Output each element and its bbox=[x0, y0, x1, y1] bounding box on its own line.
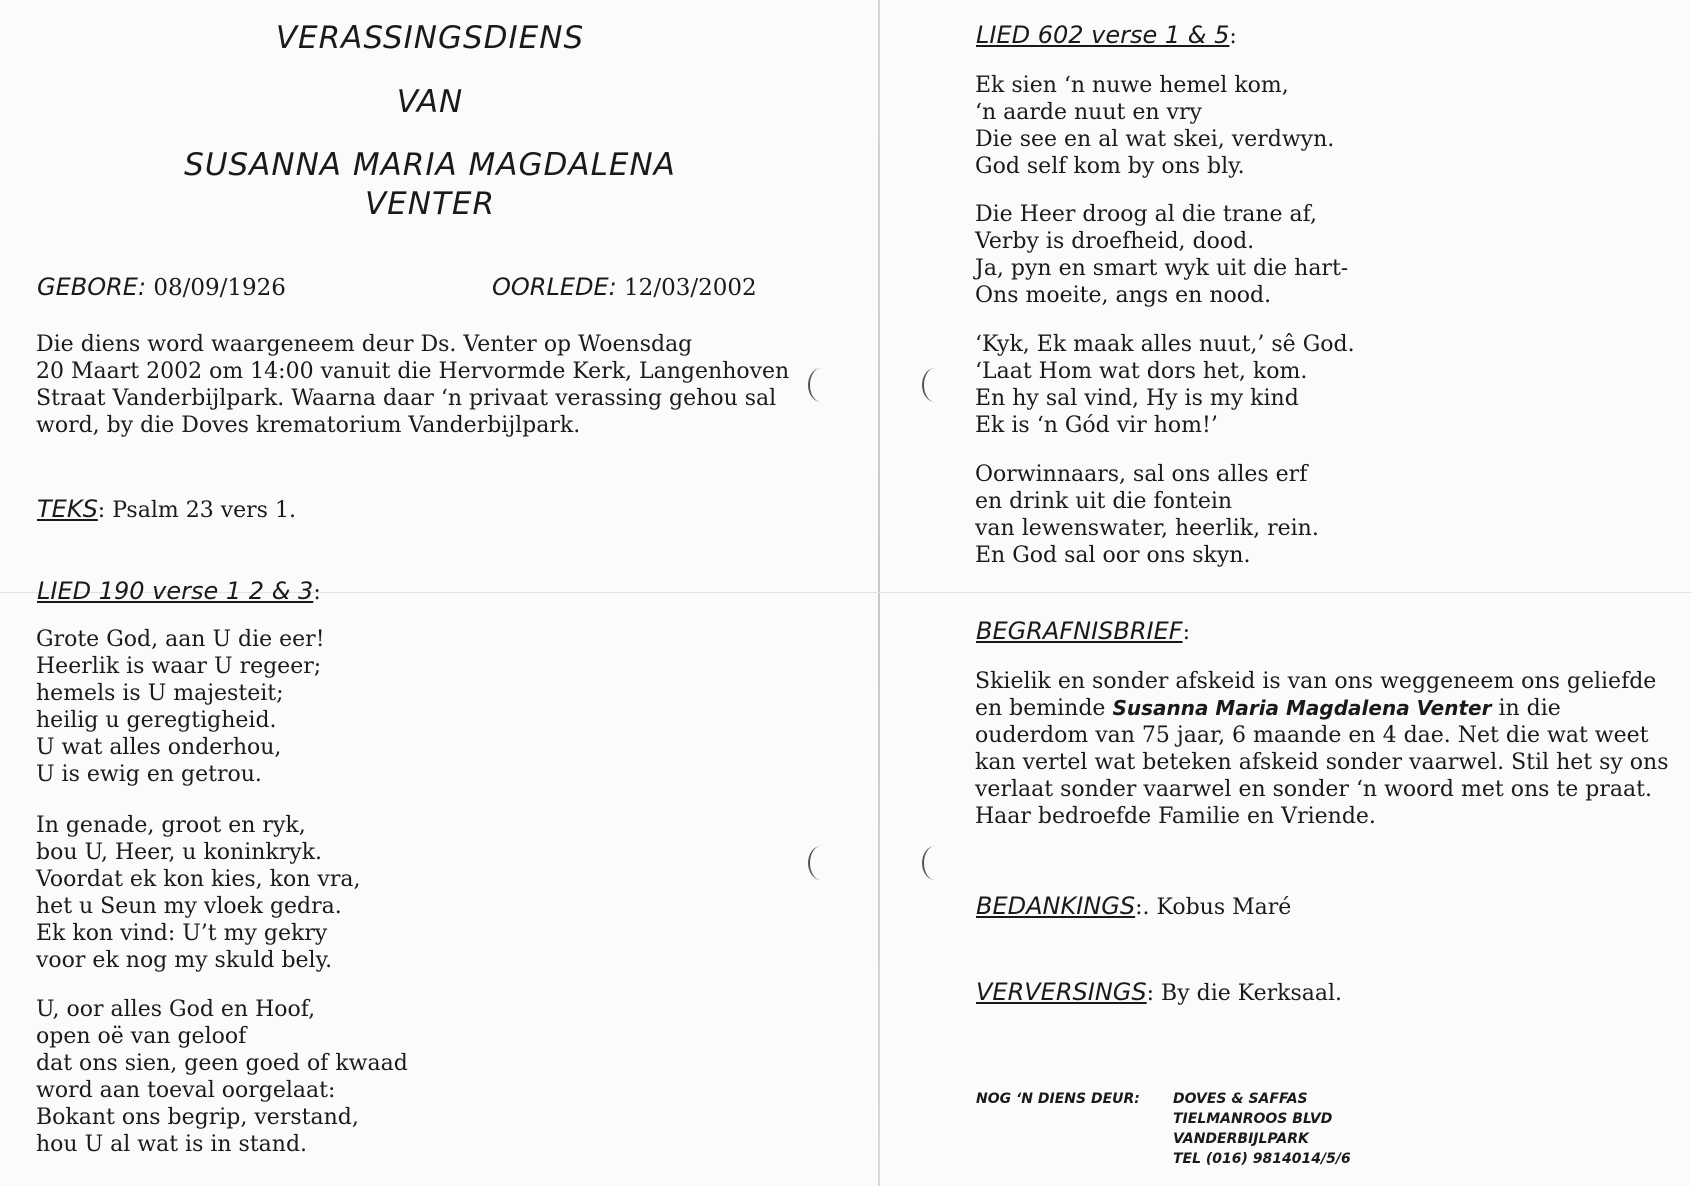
hymn-line: En God sal oor ons skyn. bbox=[975, 543, 1251, 568]
service-line: word, by die Doves krematorium Vanderbijlpark. bbox=[36, 413, 581, 438]
teks-row bbox=[37, 496, 296, 524]
lied190-colon: : bbox=[313, 580, 321, 605]
lied602-stanza-2 bbox=[975, 201, 1348, 309]
begrafnisbrief-label: BEGRAFNISBRIEF bbox=[976, 617, 1183, 645]
hymn-line: van lewenswater, heerlik, rein. bbox=[975, 516, 1319, 541]
hymn-line: bou U, Heer, u koninkryk. bbox=[36, 840, 323, 865]
begrafnis-post: in die bbox=[1491, 696, 1561, 721]
verversings-label: VERVERSINGS bbox=[976, 978, 1147, 1006]
footer-address bbox=[1173, 1089, 1351, 1169]
punch-hole-right-bottom bbox=[922, 846, 948, 880]
oorlede-label: OORLEDE: bbox=[492, 273, 617, 301]
punch-hole-right-top bbox=[922, 368, 948, 402]
begrafnis-line: Haar bedroefde Familie en Vriende. bbox=[975, 804, 1376, 829]
hymn-line: ‘Laat Hom wat dors het, kom. bbox=[975, 359, 1308, 384]
oorlede-value: 12/03/2002 bbox=[624, 275, 757, 301]
hymn-line: open oë van geloof bbox=[36, 1024, 247, 1049]
hymn-line: ‘Kyk, Ek maak alles nuut,’ sê God. bbox=[975, 332, 1355, 357]
lied190-stanza-3 bbox=[36, 996, 408, 1158]
lied602-colon: : bbox=[1229, 24, 1237, 49]
hymn-line: ‘n aarde nuut en vry bbox=[975, 100, 1202, 125]
hymn-line: Bokant ons begrip, verstand, bbox=[36, 1105, 359, 1130]
lied602-stanza-4 bbox=[975, 461, 1319, 569]
begrafnisbrief-heading bbox=[976, 618, 1190, 646]
birth-date-row bbox=[37, 274, 286, 302]
bedankings-value: :. Kobus Maré bbox=[1135, 895, 1292, 920]
hymn-line: Die see en al wat skei, verdwyn. bbox=[975, 127, 1335, 152]
lied602-stanza-3 bbox=[975, 331, 1355, 439]
bedankings-label: BEDANKINGS bbox=[976, 892, 1136, 920]
bedankings-row bbox=[976, 893, 1291, 921]
hymn-line: Ons moeite, angs en nood. bbox=[975, 283, 1272, 308]
service-line: Die diens word waargeneem deur Ds. Venter op Woensdag bbox=[36, 332, 693, 357]
hymn-line: Ek is ‘n Gód vir hom!’ bbox=[975, 413, 1218, 438]
hymn-line: voor ek nog my skuld bely. bbox=[36, 948, 333, 973]
service-line: Straat Vanderbijlpark. Waarna daar ‘n privaat verassing gehou sal bbox=[36, 386, 777, 411]
footer-label: NOG ‘N DIENS DEUR: bbox=[976, 1091, 1140, 1107]
hymn-line: het u Seun my vloek gedra. bbox=[36, 894, 342, 919]
van-line: VAN bbox=[396, 84, 464, 120]
teks-value: : Psalm 23 vers 1. bbox=[97, 498, 296, 523]
service-line: 20 Maart 2002 om 14:00 vanuit die Hervormde Kerk, Langenhoven bbox=[36, 359, 790, 384]
verversings-value: : By die Kerksaal. bbox=[1146, 981, 1343, 1006]
begrafnis-line-with-name bbox=[975, 695, 1675, 722]
begrafnisbrief-text bbox=[975, 668, 1675, 830]
hymn-line: U, oor alles God en Hoof, bbox=[36, 997, 316, 1022]
hymn-line: U is ewig en getrou. bbox=[36, 762, 262, 787]
hymn-line: hou U al wat is in stand. bbox=[36, 1132, 308, 1157]
deceased-name-line2: VENTER bbox=[364, 186, 496, 222]
hymn-line: hemels is U majesteit; bbox=[36, 681, 284, 706]
footer-line: TIELMANROOS BLVD bbox=[1173, 1111, 1333, 1127]
lied190-heading bbox=[37, 578, 321, 606]
deceased-name-line1: SUSANNA MARIA MAGDALENA bbox=[184, 147, 676, 183]
teks-label: TEKS bbox=[37, 495, 98, 523]
hymn-line: word aan toeval oorgelaat: bbox=[36, 1078, 336, 1103]
lied190-stanza-1 bbox=[36, 626, 325, 788]
hymn-line: Die Heer droog al die trane af, bbox=[975, 202, 1317, 227]
begrafnis-line: ouderdom van 75 jaar, 6 maande en 4 dae. Net die wat weet bbox=[975, 723, 1649, 748]
lied602-heading bbox=[976, 22, 1237, 50]
hymn-line: Ja, pyn en smart wyk uit die hart- bbox=[975, 256, 1349, 281]
footer-line: TEL (016) 9814014/5/6 bbox=[1173, 1151, 1351, 1167]
lied190-label: LIED 190 verse 1 2 & 3 bbox=[37, 577, 314, 605]
hymn-line: Ek sien ‘n nuwe hemel kom, bbox=[975, 73, 1289, 98]
hymn-line: Grote God, aan U die eer! bbox=[36, 627, 325, 652]
hymn-line: heilig u geregtigheid. bbox=[36, 708, 277, 733]
lied602-label: LIED 602 verse 1 & 5 bbox=[976, 21, 1230, 49]
hymn-line: En hy sal vind, Hy is my kind bbox=[975, 386, 1299, 411]
hymn-line: Ek kon vind: U’t my gekry bbox=[36, 921, 328, 946]
hymn-line: U wat alles onderhou, bbox=[36, 735, 282, 760]
footer-line: DOVES & SAFFAS bbox=[1173, 1091, 1308, 1107]
begrafnis-pre: en beminde bbox=[975, 696, 1113, 721]
hymn-line: Oorwinnaars, sal ons alles erf bbox=[975, 462, 1308, 487]
begrafnis-line: kan vertel wat beteken afskeid sonder vaarwel. Stil het sy ons bbox=[975, 750, 1669, 775]
hymn-line: Verby is droefheid, dood. bbox=[975, 229, 1255, 254]
hymn-line: Voordat ek kon kies, kon vra, bbox=[36, 867, 361, 892]
death-date-row bbox=[492, 274, 757, 302]
verversings-row bbox=[976, 979, 1342, 1007]
begrafnis-line: Skielik en sonder afskeid is van ons weggeneem ons geliefde bbox=[975, 669, 1657, 694]
hymn-line: In genade, groot en ryk, bbox=[36, 813, 306, 838]
deceased-name-bold: Susanna Maria Magdalena Venter bbox=[1112, 696, 1492, 720]
hymn-line: Heerlik is waar U regeer; bbox=[36, 654, 322, 679]
center-fold bbox=[878, 0, 880, 1186]
hymn-line: dat ons sien, geen goed of kwaad bbox=[36, 1051, 408, 1076]
gebore-label: GEBORE: bbox=[37, 273, 147, 301]
lied602-stanza-1 bbox=[975, 72, 1334, 180]
footer-line: VANDERBIJLPARK bbox=[1173, 1131, 1309, 1147]
document-title: VERASSINGSDIENS bbox=[275, 20, 585, 56]
service-details bbox=[36, 331, 816, 439]
hymn-line: en drink uit die fontein bbox=[975, 489, 1233, 514]
punch-hole-left-bottom bbox=[808, 846, 834, 880]
lied190-stanza-2 bbox=[36, 812, 360, 974]
begrafnis-line: verlaat sonder vaarwel en sonder ‘n woord met ons te praat. bbox=[975, 777, 1652, 802]
gebore-value: 08/09/1926 bbox=[153, 275, 286, 301]
begrafnisbrief-colon: : bbox=[1182, 620, 1190, 645]
hymn-line: God self kom by ons bly. bbox=[975, 154, 1245, 179]
